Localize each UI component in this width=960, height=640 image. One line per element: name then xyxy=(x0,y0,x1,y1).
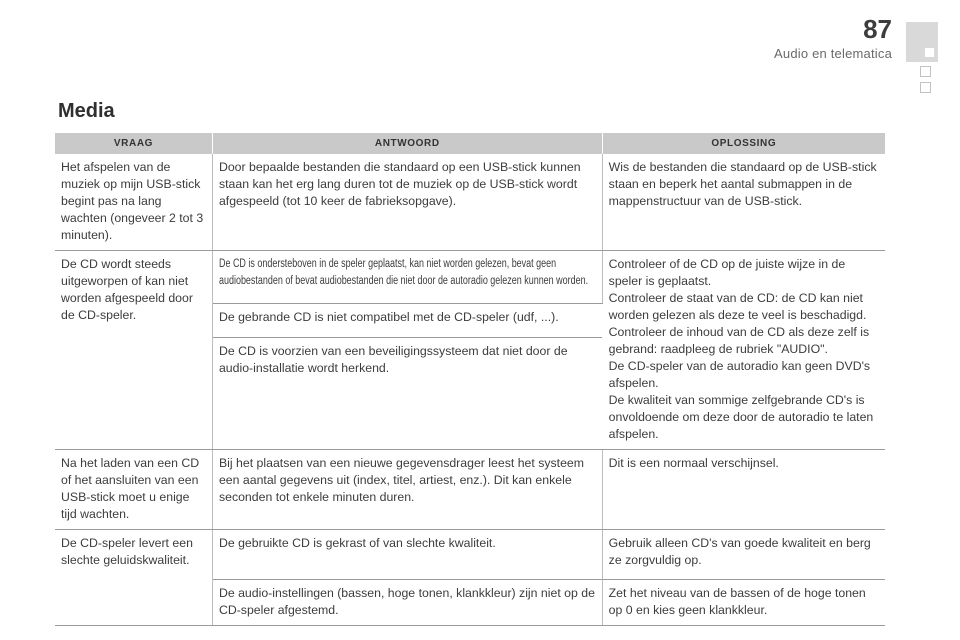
answer-cell: Door bepaalde bestanden die standaard op een USB-stick kunnen staan kan het erg lang duren tot de muziek op de USB-stick wordt afgespeeld (tot 10 keer de fabrieksopgave). xyxy=(212,154,602,251)
question-cell: De CD-speler levert een slechte geluidskwaliteit. xyxy=(55,530,212,626)
question-cell: De CD wordt steeds uitgeworpen of kan niet worden afgespeeld door de CD-speler. xyxy=(55,251,212,450)
solution-cell: Zet het niveau van de bassen of de hoge tonen op 0 en kies geen klankkleur. xyxy=(602,580,885,626)
answer-cell: Bij het plaatsen van een nieuwe gegevensdrager leest het systeem een aantal gegevens uit (index, titel, artiest, enz.). Dit kan enkele seconden tot enkele minuten duren. xyxy=(212,450,602,530)
corner-tab-notch xyxy=(925,48,934,57)
answer-text: De CD is ondersteboven in de speler geplaatst, kan niet worden gelezen, bevat geen audiobestanden of bevat audiobestanden die niet door de autoradio gelezen kunnen worden. xyxy=(218,258,589,287)
table-header-row xyxy=(55,133,885,154)
table-row xyxy=(55,154,885,251)
question-cell: Na het laden van een CD of het aansluiten van een USB-stick moet u enige tijd wachten. xyxy=(55,450,212,530)
outline-square-2 xyxy=(920,82,931,93)
solution-cell: Gebruik alleen CD's van goede kwaliteit en berg ze zorgvuldig op. xyxy=(602,530,885,580)
solution-cell: Controleer of de CD op de juiste wijze in de speler is geplaatst. Controleer de staat van de CD: de CD kan niet worden gelezen als deze te veel is beschadigd. Controleer de inhoud van de CD als deze zelf is gebrand: raadpleeg de rubriek "AUDIO". De CD-speler van de autoradio kan geen DVD's afspelen. De kwaliteit van sommige zelfgebrande CD's is onvoldoende om deze door de autoradio te laten afspelen. xyxy=(602,251,885,450)
outline-square-1 xyxy=(920,66,931,77)
section-title: Audio en telematica xyxy=(774,46,892,61)
table-row xyxy=(55,450,885,530)
header-solution: OPLOSSING xyxy=(602,133,885,154)
header-answer: ANTWOORD xyxy=(212,133,602,154)
faq-table xyxy=(55,133,885,626)
question-cell: Het afspelen van de muziek op mijn USB-stick begint pas na lang wachten (ongeveer 2 tot 3 minuten). xyxy=(55,154,212,251)
page-number: 87 xyxy=(863,14,892,44)
answer-cell xyxy=(212,251,602,304)
answer-cell: De gebrande CD is niet compatibel met de CD-speler (udf, ...). xyxy=(212,304,602,338)
header-question: VRAAG xyxy=(55,133,212,154)
answer-cell: De CD is voorzien van een beveiligingssysteem dat niet door de audio-installatie wordt herkend. xyxy=(212,337,602,449)
page-heading: Media xyxy=(58,100,115,122)
corner-tab xyxy=(906,22,938,62)
solution-cell: Dit is een normaal verschijnsel. xyxy=(602,450,885,530)
solution-cell: Wis de bestanden die standaard op de USB-stick staan en beperk het aantal submappen in de mappenstructuur van de USB-stick. xyxy=(602,154,885,251)
table-row xyxy=(55,530,885,580)
table-row xyxy=(55,251,885,304)
answer-cell: De audio-instellingen (bassen, hoge tonen, klankkleur) zijn niet op de CD-speler afgestemd. xyxy=(212,580,602,626)
answer-cell: De gebruikte CD is gekrast of van slechte kwaliteit. xyxy=(212,530,602,580)
